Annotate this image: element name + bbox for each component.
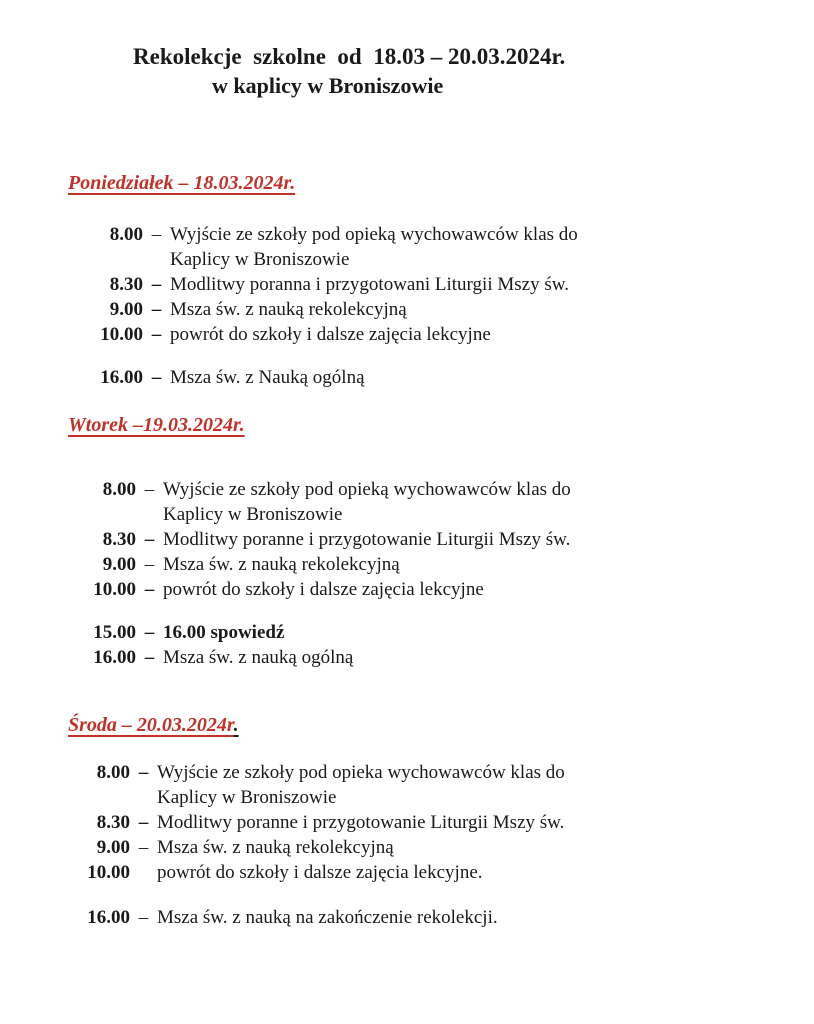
schedule-line xyxy=(68,322,814,347)
item-text: powrót do szkoły i dalsze zajęcia lekcyjne. xyxy=(157,862,483,883)
schedule-line xyxy=(68,477,814,502)
item-text: Msza św. z nauką rekolekcyjną xyxy=(157,837,394,858)
time-label: 9.00 xyxy=(102,554,136,575)
dash-separator: – xyxy=(144,479,155,500)
schedule-line xyxy=(68,835,814,860)
item-text: Msza św. z nauką na zakończenie rekolekcji. xyxy=(157,907,498,928)
dash-separator: – xyxy=(144,529,155,550)
schedule-line xyxy=(68,860,814,885)
schedule-line xyxy=(68,365,814,390)
dash-separator: – xyxy=(151,299,162,320)
dash-separator: – xyxy=(151,324,162,345)
heading-text: Poniedziałek – 18.03.2024r. xyxy=(68,172,296,194)
item-text: Modlitwy poranna i przygotowani Liturgii Mszy św. xyxy=(170,274,569,295)
dash-separator: – xyxy=(144,647,155,668)
schedule-line xyxy=(68,222,814,247)
time-label xyxy=(68,785,130,810)
schedule-line xyxy=(68,620,814,645)
time-label: 10.00 xyxy=(100,324,143,345)
time-label: 15.00 xyxy=(93,622,136,643)
time-label xyxy=(68,247,143,272)
item-text: Wyjście ze szkoły pod opieką wychowawców klas do xyxy=(170,224,578,245)
schedule-tuesday-late xyxy=(68,620,814,670)
schedule-wednesday-late xyxy=(68,905,814,930)
item-text: Modlitwy poranne i przygotowanie Liturgii Mszy św. xyxy=(163,529,571,550)
schedule-line xyxy=(68,272,814,297)
schedule-line xyxy=(68,810,814,835)
time-label: 8.00 xyxy=(96,762,130,783)
time-label: 9.00 xyxy=(109,299,143,320)
item-text: Wyjście ze szkoły pod opieka wychowawców klas do xyxy=(157,762,565,783)
page-title: Rekolekcje szkolne od 18.03 – 20.03.2024r. xyxy=(133,44,566,69)
dash-separator: – xyxy=(138,762,149,783)
item-text: Msza św. z nauką rekolekcyjną xyxy=(163,554,400,575)
schedule-line-continuation xyxy=(68,247,814,272)
item-text: Msza św. z Nauką ogólną xyxy=(170,367,365,388)
dash-separator: – xyxy=(138,812,149,833)
dash-separator xyxy=(130,785,157,810)
heading-text: Środa – 20.03.2024r xyxy=(68,714,234,736)
time-label: 8.30 xyxy=(102,529,136,550)
dash-separator: – xyxy=(138,837,149,858)
dash-separator: – xyxy=(144,554,155,575)
section-heading-tuesday xyxy=(68,410,814,440)
schedule-line-continuation xyxy=(68,785,814,810)
item-text: powrót do szkoły i dalsze zajęcia lekcyjne xyxy=(170,324,491,345)
item-text: powrót do szkoły i dalsze zajęcia lekcyjne xyxy=(163,579,484,600)
dash-separator xyxy=(143,247,170,272)
schedule-line xyxy=(68,577,814,602)
dash-separator: – xyxy=(151,224,162,245)
item-text: Kaplicy w Broniszowie xyxy=(163,504,343,525)
dash-separator: – xyxy=(151,274,162,295)
dash-separator: – xyxy=(138,907,149,928)
page-subtitle: w kaplicy w Broniszowie xyxy=(212,73,444,98)
time-label: 8.00 xyxy=(102,479,136,500)
time-label: 16.00 xyxy=(87,907,130,928)
item-text: 16.00 spowiedź xyxy=(163,622,285,643)
time-label: 9.00 xyxy=(96,837,130,858)
section-heading-wednesday xyxy=(68,710,814,740)
schedule-line-continuation xyxy=(68,502,814,527)
time-label: 16.00 xyxy=(100,367,143,388)
item-text: Kaplicy w Broniszowie xyxy=(170,249,350,270)
schedule-tuesday xyxy=(68,477,814,602)
schedule-line xyxy=(68,905,814,930)
heading-suffix: . xyxy=(233,714,239,736)
dash-separator: – xyxy=(151,367,162,388)
time-label: 8.30 xyxy=(109,274,143,295)
schedule-line xyxy=(68,645,814,670)
schedule-line xyxy=(68,527,814,552)
time-label xyxy=(68,502,136,527)
schedule-line xyxy=(68,297,814,322)
schedule-wednesday xyxy=(68,760,814,885)
time-label: 10.00 xyxy=(87,862,130,883)
schedule-monday xyxy=(68,222,814,347)
heading-text: Wtorek –19.03.2024r. xyxy=(68,414,245,436)
dash-separator: – xyxy=(144,579,155,600)
schedule-line xyxy=(68,552,814,577)
item-text: Msza św. z nauką ogólną xyxy=(163,647,354,668)
time-label: 10.00 xyxy=(93,579,136,600)
item-text: Wyjście ze szkoły pod opieką wychowawców klas do xyxy=(163,479,571,500)
time-label: 8.30 xyxy=(96,812,130,833)
section-heading-monday xyxy=(68,168,814,198)
item-text: Msza św. z nauką rekolekcyjną xyxy=(170,299,407,320)
dash-separator xyxy=(136,502,163,527)
time-label: 8.00 xyxy=(109,224,143,245)
item-text: Kaplicy w Broniszowie xyxy=(157,787,337,808)
dash-separator: – xyxy=(144,622,155,643)
schedule-line xyxy=(68,760,814,785)
schedule-monday-late xyxy=(68,365,814,390)
dash-separator xyxy=(130,860,157,885)
time-label: 16.00 xyxy=(93,647,136,668)
item-text: Modlitwy poranne i przygotowanie Liturgii Mszy św. xyxy=(157,812,565,833)
